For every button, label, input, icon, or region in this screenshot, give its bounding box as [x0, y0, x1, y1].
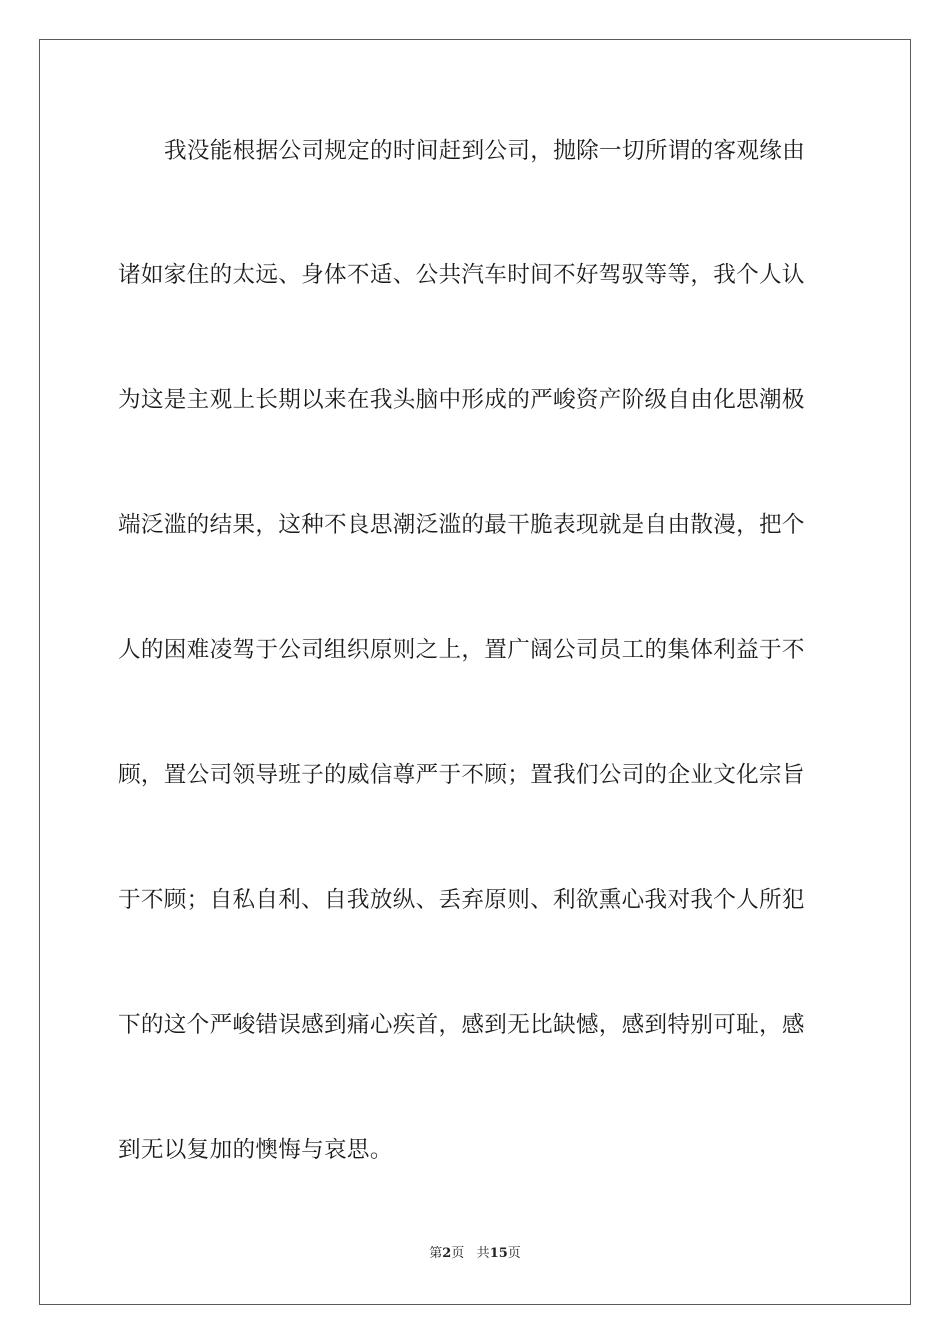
paragraph-line: 为这是主观上长期以来在我头脑中形成的严峻资产阶级自由化思潮极 — [118, 387, 805, 413]
paragraph-line: 诸如家住的太远、身体不适、公共汽车时间不好驾驭等等，我个人认 — [118, 262, 805, 288]
paragraph-line: 我没能根据公司规定的时间赶到公司，抛除一切所谓的客观缘由 — [164, 138, 806, 164]
paragraph-line: 下的这个严峻错误感到痛心疾首，感到无比缺憾，感到特别可耻，感 — [118, 1012, 805, 1038]
footer-total-suffix: 页 — [507, 1246, 521, 1261]
footer-total-prefix: 共 — [476, 1246, 490, 1261]
footer-page-prefix: 第 — [429, 1246, 443, 1261]
page-border — [39, 39, 911, 1305]
paragraph-line: 人的困难凌驾于公司组织原则之上，置广阔公司员工的集体利益于不 — [118, 637, 805, 663]
paragraph-line: 顾，置公司领导班子的威信尊严于不顾；置我们公司的企业文化宗旨 — [118, 762, 805, 788]
paragraph-line: 于不顾；自私自利、自我放纵、丢弃原则、利欲熏心我对我个人所犯 — [118, 887, 805, 913]
footer-page-suffix: 页 — [451, 1246, 465, 1261]
paragraph-line: 到无以复加的懊悔与哀思。 — [118, 1137, 393, 1163]
footer-current-page: 2 — [442, 1246, 452, 1261]
paragraph-line: 端泛滥的结果，这种不良思潮泛滥的最干脆表现就是自由散漫，把个 — [118, 512, 805, 538]
page-footer — [0, 1245, 950, 1263]
footer-total-pages: 15 — [489, 1246, 508, 1261]
